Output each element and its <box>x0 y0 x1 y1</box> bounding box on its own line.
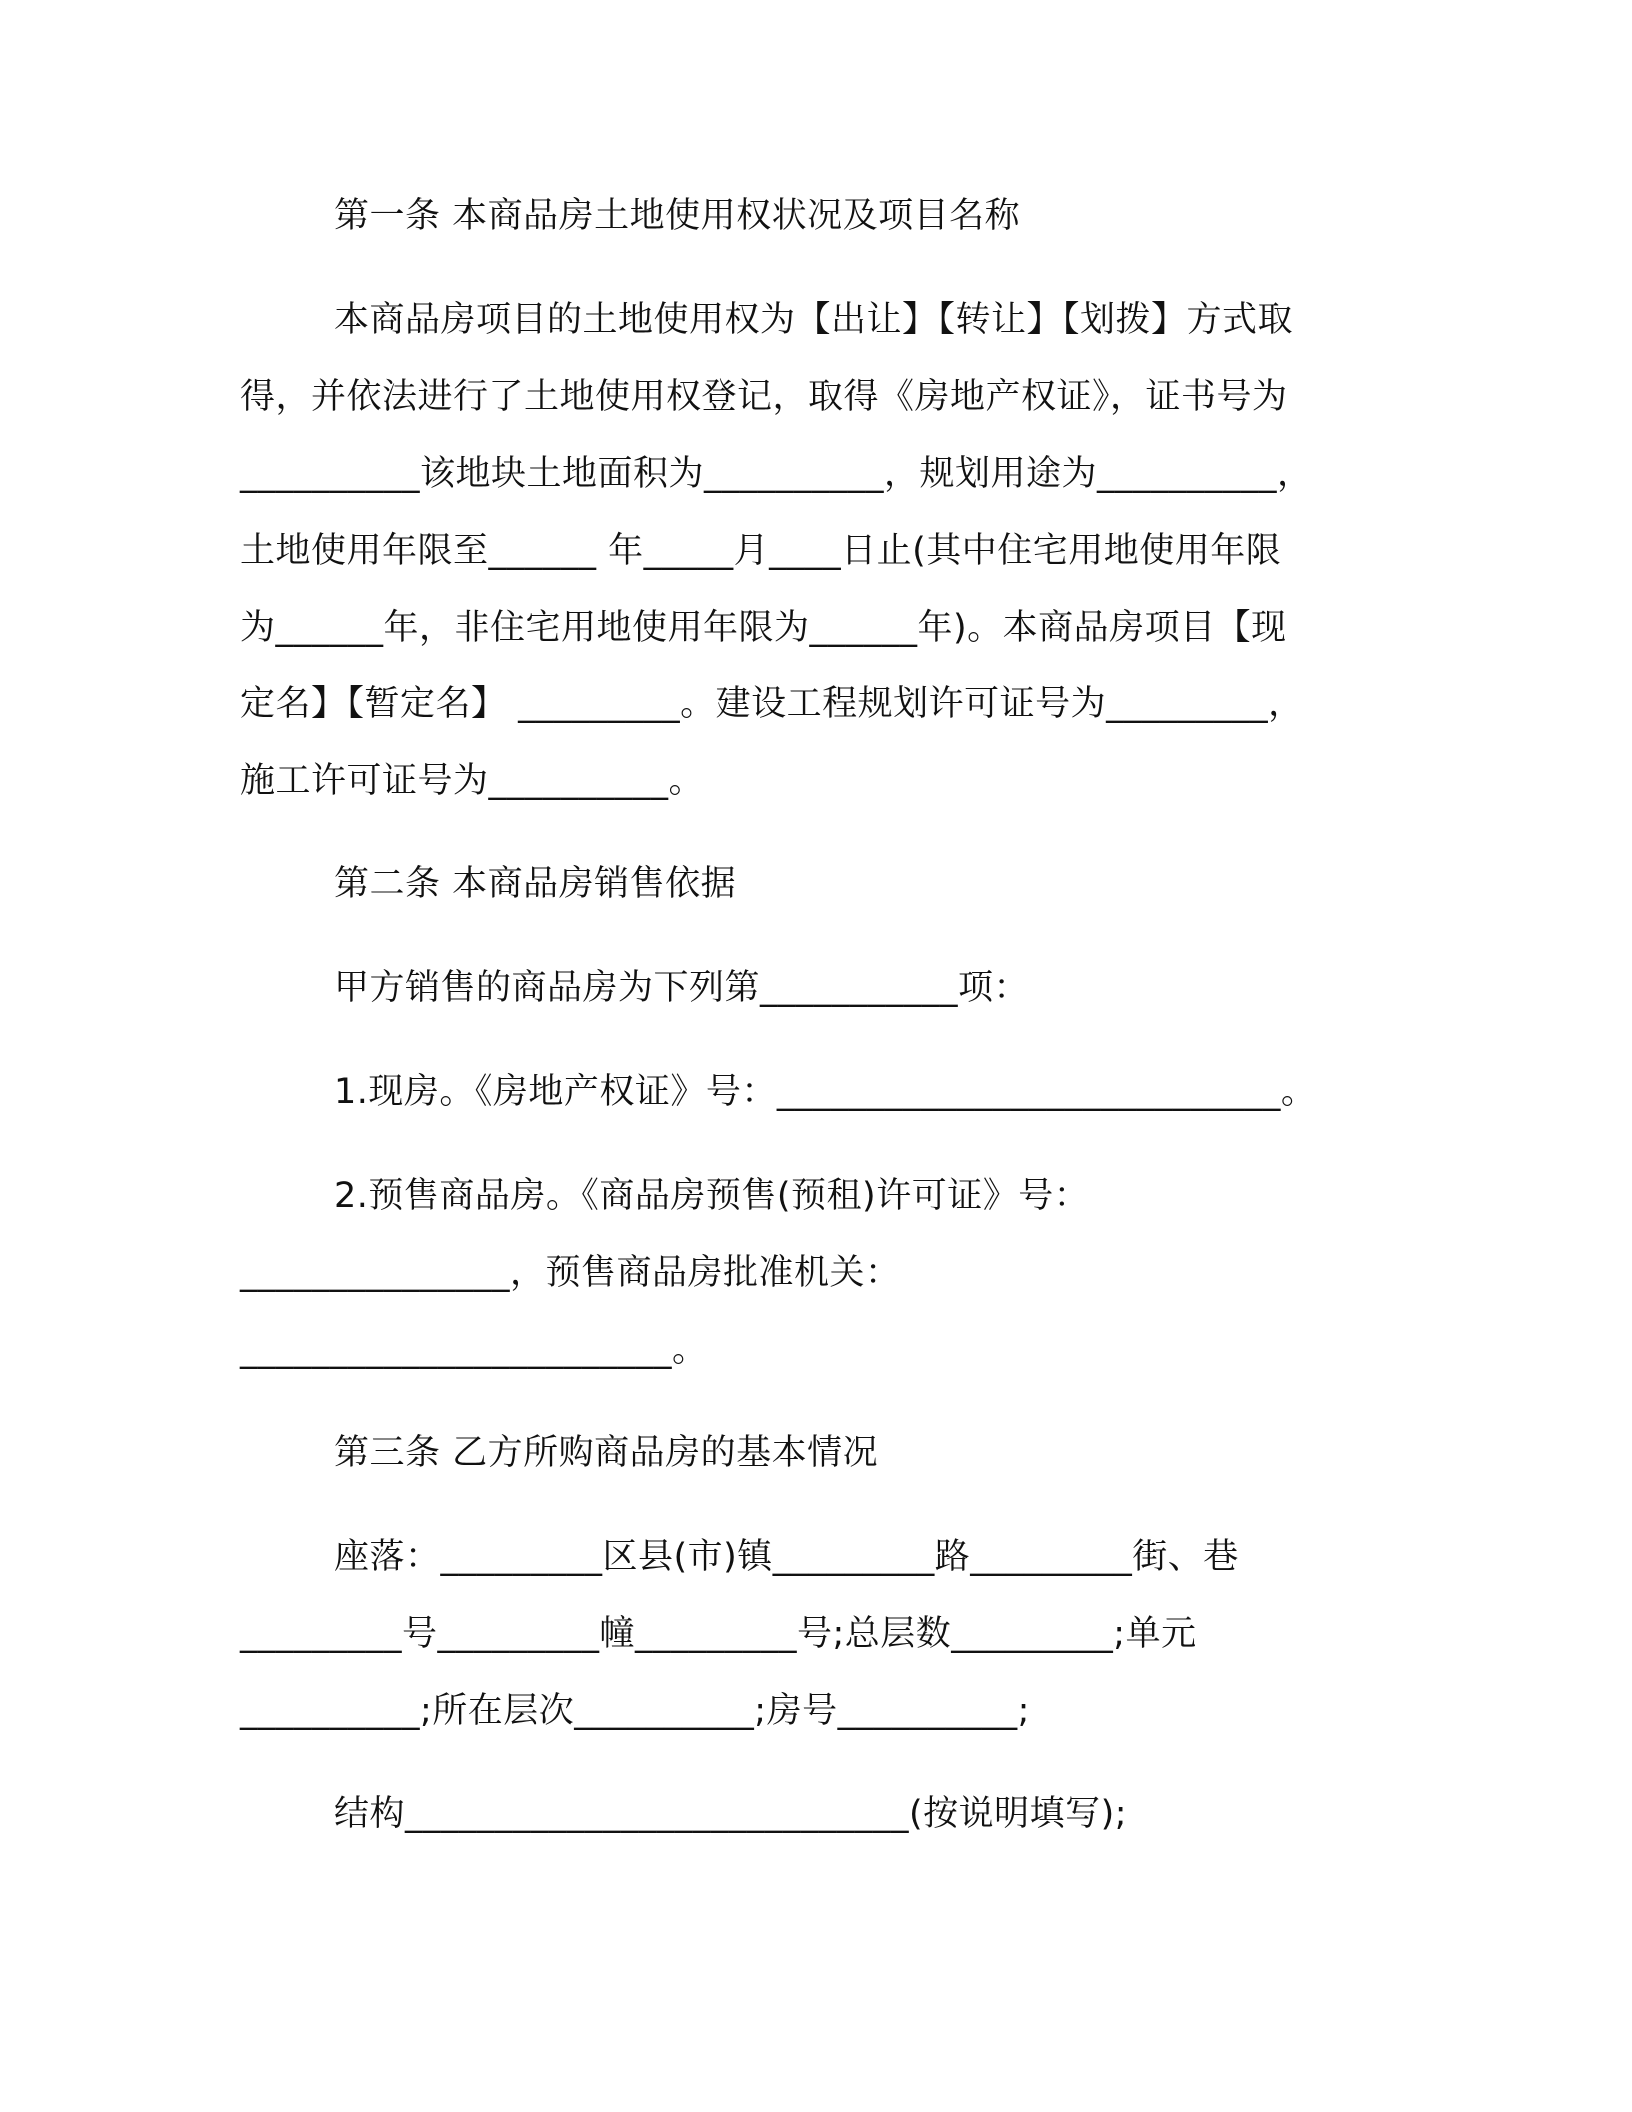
article1-line-4: 土地使用年限至______ 年_____月____日止(其中住宅用地使用年限 <box>240 531 1282 571</box>
article1-line-7: 施工许可证号为__________。 <box>240 761 705 801</box>
article2-item-2-line-2: _______________，预售商品房批准机关： <box>240 1253 901 1293</box>
article1-line-1: 本商品房项目的土地使用权为【出让】【转让】【划拨】方式取 <box>334 300 1294 340</box>
article2-item-2-line-1: 2.预售商品房。《商品房预售(预租)许可证》号： <box>334 1176 1090 1216</box>
article3-structure: 结构____________________________(按说明填写); <box>334 1794 1128 1834</box>
article1-heading: 第一条 本商品房土地使用权状况及项目名称 <box>334 196 1021 236</box>
article1-line-2: 得，并依法进行了土地使用权登记，取得《房地产权证》，证书号为 <box>240 377 1288 417</box>
article1-line-6: 定名】【暂定名】 _________。建设工程规划许可证号为_________， <box>240 684 1304 724</box>
article3-location-line-2: _________号_________幢_________号;总层数_________;单元 <box>240 1614 1197 1654</box>
article3-heading: 第三条 乙方所购商品房的基本情况 <box>334 1433 879 1473</box>
article2-item-2-line-3: ________________________。 <box>240 1330 708 1370</box>
article1-line-5: 为______年，非住宅用地使用年限为______年)。本商品房项目【现 <box>240 608 1287 648</box>
article2-heading: 第二条 本商品房销售依据 <box>334 864 737 904</box>
article3-location-line-3: __________;所在层次__________;房号__________; <box>240 1691 1030 1731</box>
article3-location-line-1: 座落：_________区县(市)镇_________路_________街、巷 <box>334 1537 1239 1577</box>
article2-intro: 甲方销售的商品房为下列第___________项： <box>334 968 1030 1008</box>
article2-item-1: 1.现房。《房地产权证》号：____________________________。 <box>334 1072 1317 1112</box>
article1-line-3: __________该地块土地面积为__________，规划用途为__________， <box>240 454 1313 494</box>
